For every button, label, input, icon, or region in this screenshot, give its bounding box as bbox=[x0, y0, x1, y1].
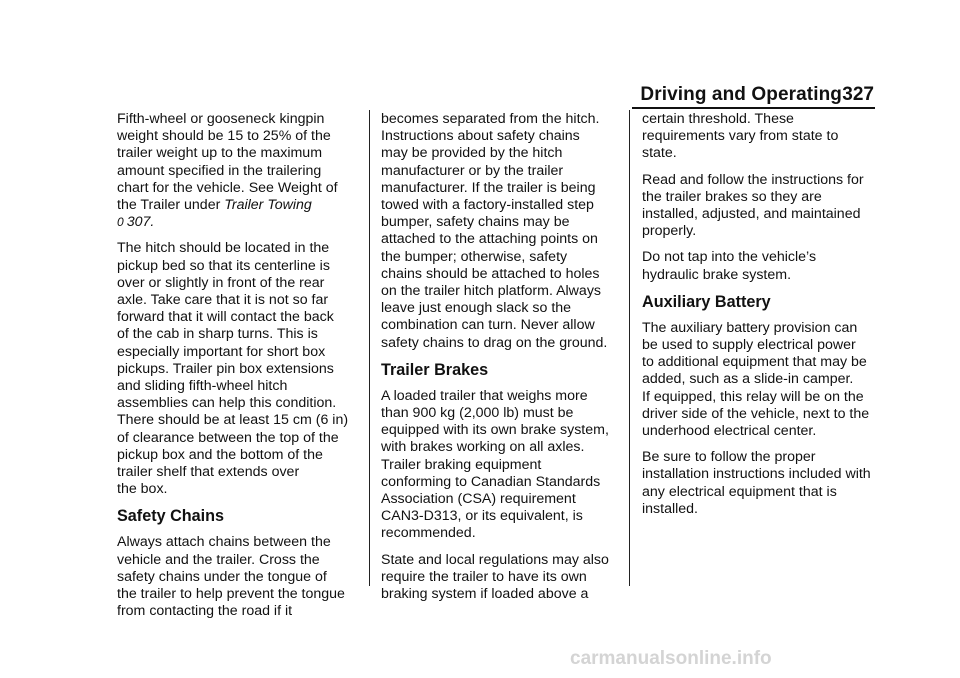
paragraph-hydraulic-warning bbox=[642, 249, 882, 283]
text-line: state. bbox=[642, 145, 677, 162]
text-line: properly. bbox=[642, 223, 697, 240]
text-line: may be provided by the hitch bbox=[381, 145, 563, 162]
watermark: carmanualsonline.info bbox=[570, 648, 772, 669]
text-line: The auxiliary battery provision can bbox=[642, 319, 858, 336]
text-line: The hitch should be located in the bbox=[117, 240, 330, 257]
text-line: conforming to Canadian Standards bbox=[381, 473, 601, 490]
text-line: to additional equipment that may be bbox=[642, 354, 867, 371]
text-line: installation instructions included with bbox=[642, 466, 871, 483]
text-line: chains should be attached to holes bbox=[381, 265, 600, 282]
paragraph-installation bbox=[642, 449, 882, 518]
paragraph-battery-provision bbox=[642, 320, 882, 440]
text-line: manufacturer or by the trailer bbox=[381, 162, 564, 179]
text-line: There should be at least 15 cm (6 in) bbox=[117, 412, 349, 429]
text-line: becomes separated from the hitch. bbox=[381, 111, 600, 127]
text-fragment: the Trailer under bbox=[117, 197, 225, 214]
column-1 bbox=[117, 111, 363, 629]
text-line: CAN3-D313, or its equivalent, is bbox=[381, 508, 583, 525]
text-line: recommended. bbox=[381, 525, 476, 542]
text-line: underhood electrical center. bbox=[642, 423, 817, 440]
text-line: added, such as a slide-in camper. bbox=[642, 371, 854, 388]
paragraph-hitch-location bbox=[117, 240, 363, 498]
text-line: leave just enough slack so the bbox=[381, 300, 572, 317]
text-line: driver side of the vehicle, next to the bbox=[642, 405, 870, 422]
text-line: pickup box and the bottom of the bbox=[117, 446, 323, 463]
column-divider bbox=[629, 110, 630, 586]
text-line: Read and follow the instructions for bbox=[642, 171, 864, 188]
header-rule bbox=[632, 107, 875, 109]
text-line: the trailer to help prevent the tongue bbox=[117, 586, 345, 603]
text-line: the bumper; otherwise, safety bbox=[381, 248, 568, 265]
text-line: axle. Take care that it is not so far bbox=[117, 292, 329, 309]
text-line: trailer shelf that extends over bbox=[117, 464, 300, 481]
text-line: weight should be 15 to 25% of the bbox=[117, 128, 331, 145]
text-line: than 900 kg (2,000 lb) must be bbox=[381, 405, 574, 422]
paragraph-brakes-requirement bbox=[381, 388, 621, 543]
text-line: on the trailer hitch platform. Always bbox=[381, 283, 602, 300]
text-line: A loaded trailer that weighs more bbox=[381, 387, 588, 404]
text-line: installed, adjusted, and maintained bbox=[642, 206, 861, 223]
text-line: with brakes working on all axles. bbox=[381, 439, 585, 456]
paragraph-kingpin-weight bbox=[117, 111, 363, 197]
text-line: State and local regulations may also bbox=[381, 551, 609, 568]
text-line: over or slightly in front of the rear bbox=[117, 274, 325, 291]
text-line: installed. bbox=[642, 500, 698, 517]
text-line: Fifth-wheel or gooseneck kingpin bbox=[117, 111, 325, 127]
text-line: from contacting the road if it bbox=[117, 603, 293, 620]
page-number: 327 bbox=[842, 84, 874, 105]
text-line: safety chains to drag on the ground. bbox=[381, 334, 608, 351]
trailer-towing-link[interactable]: Trailer Towing bbox=[224, 197, 312, 214]
paragraph-regulations bbox=[381, 552, 621, 604]
text-line: certain threshold. These bbox=[642, 111, 794, 127]
page-ref-icon: 0 bbox=[117, 215, 124, 230]
text-line: pickup bed so that its centerline is bbox=[117, 257, 330, 274]
text-line: amount specified in the trailering bbox=[117, 162, 322, 179]
text-line: pickups. Trailer pin box extensions bbox=[117, 360, 334, 377]
text-line: Association (CSA) requirement bbox=[381, 491, 576, 508]
text-line: require the trailer to have its own bbox=[381, 568, 587, 585]
text-line: safety chains under the tongue of bbox=[117, 568, 327, 585]
text-line: of the cab in sharp turns. This is bbox=[117, 326, 318, 343]
text-line: bumper, safety chains may be bbox=[381, 214, 570, 231]
text-line: Be sure to follow the proper bbox=[642, 449, 816, 466]
text-line: If equipped, this relay will be on the bbox=[642, 388, 864, 405]
text-line bbox=[117, 197, 363, 214]
text-line: forward that it will contact the back bbox=[117, 309, 334, 326]
text-line: vehicle and the trailer. Cross the bbox=[117, 551, 320, 568]
text-line: manufacturer. If the trailer is being bbox=[381, 179, 596, 196]
page-header bbox=[0, 80, 960, 110]
page-reference[interactable] bbox=[117, 214, 363, 231]
text-line: towed with a factory-installed step bbox=[381, 197, 594, 214]
text-line: hydraulic brake system. bbox=[642, 266, 792, 283]
text-line: requirements vary from state to bbox=[642, 128, 839, 145]
text-line: and sliding fifth-wheel hitch bbox=[117, 378, 288, 395]
column-divider bbox=[369, 110, 370, 586]
heading-auxiliary-battery: Auxiliary Battery bbox=[642, 292, 771, 311]
text-line: braking system if loaded above a bbox=[381, 586, 589, 603]
text-line: the box. bbox=[117, 481, 168, 498]
paragraph-brake-instructions bbox=[642, 172, 882, 241]
text-line: chart for the vehicle. See Weight of bbox=[117, 179, 338, 196]
text-line: attached to the attaching points on bbox=[381, 231, 598, 248]
page-ref-number: 307. bbox=[126, 214, 155, 231]
text-line: equipped with its own brake system, bbox=[381, 422, 609, 439]
text-line: be used to supply electrical power bbox=[642, 337, 856, 354]
heading-safety-chains: Safety Chains bbox=[117, 507, 225, 526]
text-line: Instructions about safety chains bbox=[381, 128, 580, 145]
text-line: Do not tap into the vehicle’s bbox=[642, 249, 817, 266]
text-line: of clearance between the top of the bbox=[117, 429, 339, 446]
text-line: especially important for short box bbox=[117, 343, 326, 360]
text-line: the trailer brakes so they are bbox=[642, 188, 822, 205]
section-title: Driving and Operating bbox=[640, 84, 842, 105]
paragraph-safety-chains bbox=[117, 534, 363, 620]
text-line: combination can turn. Never allow bbox=[381, 317, 595, 334]
column-3 bbox=[642, 111, 882, 527]
heading-trailer-brakes: Trailer Brakes bbox=[381, 360, 489, 379]
text-line: any electrical equipment that is bbox=[642, 483, 837, 500]
text-line: Always attach chains between the bbox=[117, 534, 331, 551]
column-2 bbox=[381, 111, 621, 612]
text-line: Trailer braking equipment bbox=[381, 456, 542, 473]
text-line: trailer weight up to the maximum bbox=[117, 145, 323, 162]
paragraph-safety-chains-cont bbox=[381, 111, 621, 352]
paragraph-regulations-cont bbox=[642, 111, 882, 163]
paragraph-kingpin-weight-cont bbox=[117, 197, 363, 231]
text-line: assemblies can help this condition. bbox=[117, 395, 337, 412]
